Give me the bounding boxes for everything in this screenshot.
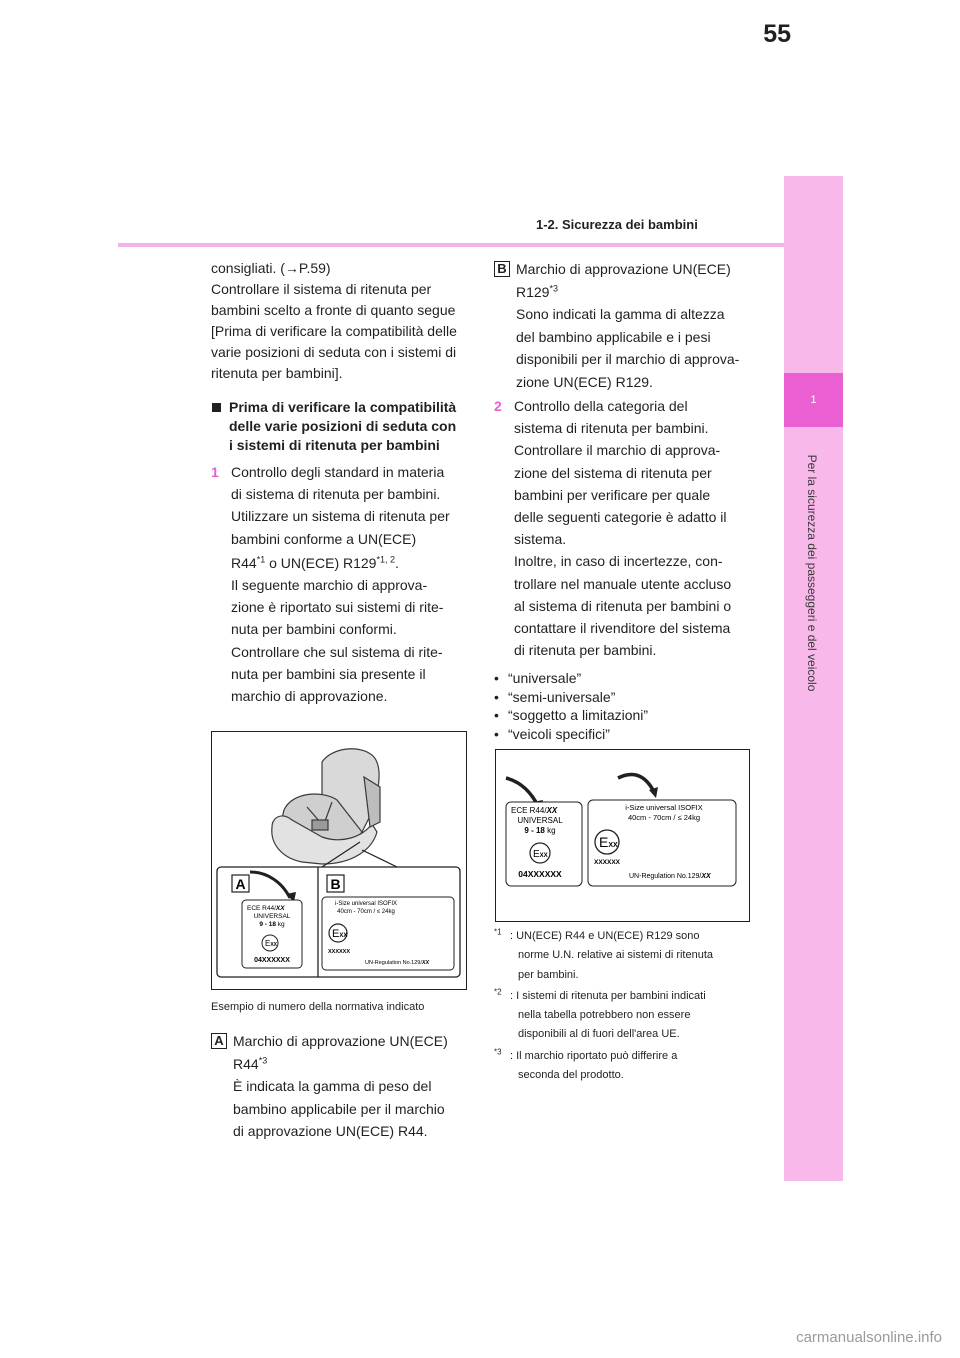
intro-line: consigliati. (→P.59) (211, 260, 331, 276)
std-r129: o UN(ECE) R129 (265, 554, 377, 571)
page-number: 55 (763, 20, 791, 48)
step-line: zione è riportato sui sistemi di rite- (231, 599, 444, 616)
approval-marks-figure (495, 749, 750, 922)
r129-code: XXXXXX (594, 859, 621, 866)
footnote (494, 927, 754, 985)
standards-line (231, 552, 450, 574)
step-line: Utilizzare un sistema di ritenuta per (231, 508, 450, 525)
r129-code: XXXXXX (328, 949, 351, 956)
child-seat-icon (272, 749, 380, 864)
step-line: Inoltre, in caso di incertezze, con- (514, 553, 723, 570)
letter-a: A (235, 876, 246, 893)
list-item-text: “soggetto a limitazioni” (508, 707, 649, 724)
step-line: di ritenuta per bambini. (514, 642, 657, 659)
footnote-mark: *3 (494, 1047, 502, 1057)
e-mark-large: EXX (599, 834, 618, 850)
step-line: Controllare che sul sistema di rite- (231, 643, 443, 660)
r44-line3: 9 - 18 kg (259, 921, 285, 929)
footnote-mark: *2 (494, 987, 502, 997)
step-line: bambini conforme a UN(ECE) (231, 530, 417, 547)
letter-a-badge: A (211, 1033, 227, 1049)
step-line: delle seguenti categorie è adatto il (514, 509, 727, 526)
footnote-line: per bambini. (518, 968, 579, 981)
e-mark: EXX (265, 939, 278, 949)
label-b-line: Sono indicati la gamma di altezza (516, 306, 725, 322)
r44-line3: 9 - 18 kg (524, 826, 556, 835)
label-a-line: di approvazione UN(ECE) R44. (233, 1123, 428, 1140)
r44-line2: UNIVERSAL (253, 913, 291, 921)
child-seat-illustration (212, 732, 466, 989)
label-a-line: bambino applicabile per il marchio (233, 1100, 445, 1117)
r44-line1: ECE R44/XX (247, 905, 285, 913)
step-number: 2 (494, 398, 502, 414)
label-b-line: zione UN(ECE) R129. (516, 373, 653, 390)
child-seat-figure (211, 731, 467, 990)
section-title: 1-2. Sicurezza dei bambini (536, 217, 698, 232)
footnote-line: norme U.N. relative ai sistemi di ritenuta (518, 949, 714, 962)
list-item: • “soggetto a limitazioni” (494, 707, 649, 724)
label-b-line: disponibili per il marchio di approva- (516, 351, 740, 367)
r44-code: 04XXXXXX (518, 869, 562, 879)
step-line: di sistema di ritenuta per bambini. (231, 486, 441, 503)
right-column (494, 258, 762, 743)
list-item-text: “universale” (508, 670, 582, 687)
step-line: Controllo della categoria del (514, 398, 688, 414)
step-line: zione del sistema di ritenuta per (514, 464, 712, 481)
intro-line: bambini scelto a fronte di quanto segue (211, 302, 456, 318)
step-line: contattare il rivenditore del sistema (514, 620, 731, 637)
chapter-title: Per la sicurezza dei passeggeri e del veicolo (805, 454, 819, 692)
footnote-ref: *1 (256, 554, 266, 565)
list-item: • “veicoli specifici” (494, 725, 610, 742)
label-a-description (211, 1030, 469, 1143)
watermark-logo[interactable]: carmanualsonline.info (796, 1329, 942, 1346)
r44-line1: ECE R44/XX (511, 806, 558, 815)
step-line: trollare nel manuale utente accluso (514, 575, 732, 592)
list-item: • “universale” (494, 670, 582, 687)
letter-b: B (330, 876, 341, 893)
intro-line: Controllare il sistema di ritenuta per (211, 281, 432, 297)
header-rule (118, 243, 784, 247)
approval-marks-illustration (496, 750, 749, 921)
label-b-line (516, 281, 739, 304)
label-b-line: del bambino applicabile e i pesi (516, 328, 711, 345)
intro-line: ritenuta per bambini]. (211, 365, 343, 381)
r129-line2: 40cm - 70cm / ≤ 24kg (627, 813, 701, 822)
list-item-text: “semi-universale” (508, 688, 616, 705)
label-a-line: È indicata la gamma di peso del (233, 1078, 432, 1095)
subsection-heading (211, 398, 469, 455)
step-line: nuta per bambini conformi. (231, 621, 397, 638)
footnote (494, 1047, 754, 1086)
step-line: marchio di approvazione. (231, 688, 388, 705)
chapter-number-box (784, 373, 843, 427)
label-b-standard: R129 (516, 283, 550, 300)
label-b-line: Marchio di approvazione UN(ECE) (516, 261, 731, 277)
footnote-line: : UN(ECE) R44 e UN(ECE) R129 sono (510, 930, 700, 942)
r129-reg: UN-Regulation No.129/XX (629, 873, 711, 880)
letter-b-badge: B (494, 261, 510, 277)
r129-line2: 40cm - 70cm / ≤ 24kg (337, 909, 395, 916)
step-line: Il seguente marchio di approva- (231, 577, 428, 594)
footnote-line: : I sistemi di ritenuta per bambini indicati (510, 989, 706, 1002)
step-1 (211, 461, 469, 707)
footnote-ref: *1, 2 (376, 554, 395, 565)
arrow-b-icon (618, 774, 654, 792)
step-line: Controllo degli standard in materia (231, 464, 445, 480)
heading-line: delle varie posizioni di seduta con (229, 418, 457, 434)
label-b-description (494, 258, 762, 393)
e-mark: EXX (533, 849, 548, 860)
footnote-line: nella tabella potrebbero non essere (518, 1009, 691, 1022)
footnote (494, 987, 754, 1045)
figure-caption: Esempio di numero della normativa indicato (211, 1001, 425, 1014)
list-item: • “semi-universale” (494, 688, 616, 705)
square-bullet-icon (212, 403, 221, 412)
list-item-text: “veicoli specifici” (508, 725, 610, 742)
r129-line1: i-Size universal ISOFIX (625, 803, 703, 812)
r129-reg: UN-Regulation No.129/XX (365, 960, 430, 967)
footnote-line: disponibili al di fuori dell'area UE. (518, 1028, 680, 1041)
footnote-ref: *3 (258, 1055, 268, 1066)
r129-line1: i-Size universal ISOFIX (334, 901, 398, 908)
step-line: sistema. (514, 531, 567, 548)
intro-line: varie posizioni di seduta con i sistemi di (211, 344, 457, 360)
step-2 (494, 395, 762, 661)
r44-line2: UNIVERSAL (517, 816, 563, 825)
heading-line: Prima di verificare la compatibilità (229, 399, 457, 415)
footnote-mark: *1 (494, 927, 502, 937)
heading-line: i sistemi di ritenuta per bambini (229, 437, 440, 453)
step-line: bambini per verificare per quale (514, 486, 711, 503)
category-list (494, 669, 762, 743)
footnote-ref: *3 (549, 282, 558, 293)
step-number: 1 (211, 464, 219, 480)
left-column (211, 258, 469, 1143)
footnote-line: seconda del prodotto. (518, 1069, 624, 1082)
label-a-standard: R44 (233, 1055, 259, 1072)
intro-line: [Prima di verificare la compatibilità delle (211, 323, 457, 339)
step-line: Controllare il marchio di approva- (514, 442, 721, 459)
chapter-number: 1 (810, 394, 817, 406)
e-mark-large: EXX (332, 928, 348, 941)
footnotes (494, 927, 754, 1087)
footnote-line: : Il marchio riportato può differire a (510, 1049, 678, 1062)
step-line: sistema di ritenuta per bambini. (514, 420, 709, 437)
std-r44: R44 (231, 554, 257, 571)
r44-code: 04XXXXXX (254, 957, 290, 965)
step-line: nuta per bambini sia presente il (231, 665, 426, 682)
std-end: . (394, 554, 399, 571)
label-a-line (233, 1053, 448, 1076)
label-a-line: Marchio di approvazione UN(ECE) (233, 1033, 448, 1050)
step-line: al sistema di ritenuta per bambini o (514, 597, 732, 614)
